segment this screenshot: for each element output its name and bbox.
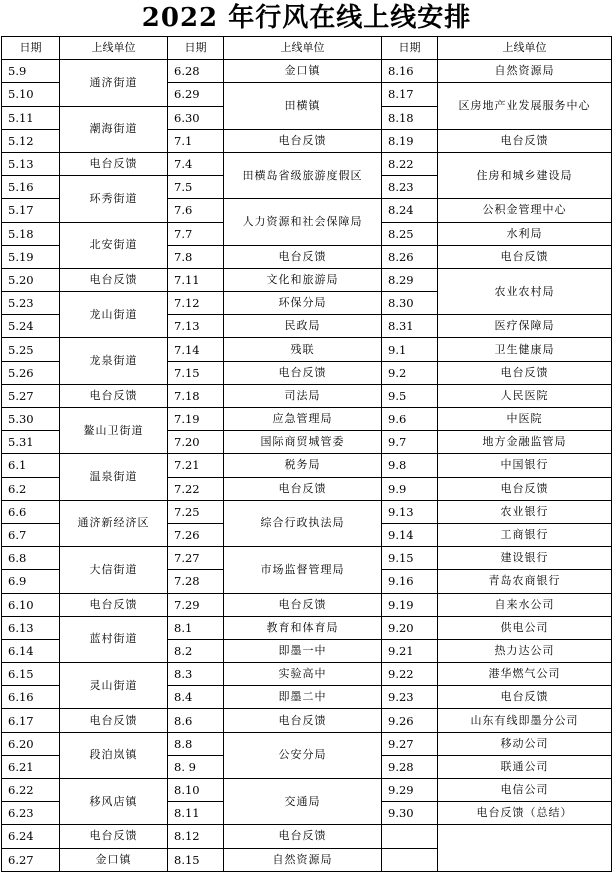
table-row [2, 779, 612, 802]
unit-cell: 电台反馈 [224, 245, 382, 268]
date-cell: 5.17 [2, 199, 60, 222]
date-cell: 9.5 [382, 384, 438, 407]
date-cell: 9.8 [382, 454, 438, 477]
unit-cell: 灵山街道 [60, 663, 168, 709]
date-cell: 8.22 [382, 152, 438, 175]
unit-cell: 国际商贸城管委 [224, 431, 382, 454]
date-cell: 8.8 [168, 732, 224, 755]
unit-cell: 公积金管理中心 [438, 199, 612, 222]
unit-cell: 电台反馈 [224, 709, 382, 732]
schedule-table [1, 36, 612, 872]
date-cell: 9.14 [382, 523, 438, 546]
date-cell: 9.16 [382, 570, 438, 593]
date-cell: 5.19 [2, 245, 60, 268]
date-cell: 8.17 [382, 83, 438, 106]
date-cell: 8.1 [168, 616, 224, 639]
unit-cell: 医疗保障局 [438, 315, 612, 338]
date-cell: 5.16 [2, 176, 60, 199]
date-cell: 7.7 [168, 222, 224, 245]
date-cell: 5.9 [2, 60, 60, 83]
unit-cell: 残联 [224, 338, 382, 361]
unit-cell: 田横镇 [224, 83, 382, 129]
date-cell: 5.11 [2, 106, 60, 129]
date-cell: 6.7 [2, 523, 60, 546]
date-cell: 7.5 [168, 176, 224, 199]
unit-cell: 中国银行 [438, 454, 612, 477]
unit-cell: 司法局 [224, 384, 382, 407]
date-cell: 7.29 [168, 593, 224, 616]
date-cell: 9.2 [382, 361, 438, 384]
unit-cell: 供电公司 [438, 616, 612, 639]
unit-cell [438, 825, 612, 871]
date-cell: 8.31 [382, 315, 438, 338]
date-cell: 6.20 [2, 732, 60, 755]
unit-cell: 即墨一中 [224, 639, 382, 662]
table-row [2, 732, 612, 755]
date-cell: 6.29 [168, 83, 224, 106]
date-cell: 7.26 [168, 523, 224, 546]
date-cell: 7.13 [168, 315, 224, 338]
unit-cell: 通济街道 [60, 60, 168, 106]
date-cell: 7.19 [168, 408, 224, 431]
unit-cell: 人力资源和社会保障局 [224, 199, 382, 245]
unit-cell: 电台反馈 [60, 268, 168, 291]
header-unit-2: 上线单位 [224, 37, 382, 60]
date-cell: 8.4 [168, 686, 224, 709]
unit-cell: 电台反馈 [438, 245, 612, 268]
date-cell: 9.7 [382, 431, 438, 454]
date-cell: 8.24 [382, 199, 438, 222]
date-cell: 6.21 [2, 755, 60, 778]
unit-cell: 自来水公司 [438, 593, 612, 616]
table-row [2, 268, 612, 291]
unit-cell: 金口镇 [60, 848, 168, 871]
date-cell: 7.15 [168, 361, 224, 384]
date-cell: 9.20 [382, 616, 438, 639]
unit-cell: 地方金融监管局 [438, 431, 612, 454]
date-cell: 6.27 [2, 848, 60, 871]
unit-cell: 交通局 [224, 779, 382, 825]
date-cell: 8. 9 [168, 755, 224, 778]
date-cell: 7.11 [168, 268, 224, 291]
table-row [2, 616, 612, 639]
date-cell: 9.21 [382, 639, 438, 662]
header-date-2: 日期 [168, 37, 224, 60]
date-cell: 9.22 [382, 663, 438, 686]
unit-cell: 住房和城乡建设局 [438, 152, 612, 198]
date-cell: 9.1 [382, 338, 438, 361]
unit-cell: 农业农村局 [438, 268, 612, 314]
unit-cell: 人民医院 [438, 384, 612, 407]
table-row [2, 408, 612, 431]
date-cell: 6.13 [2, 616, 60, 639]
date-cell: 8.18 [382, 106, 438, 129]
date-cell: 6.15 [2, 663, 60, 686]
date-cell: 9.15 [382, 547, 438, 570]
unit-cell: 自然资源局 [438, 60, 612, 83]
date-cell: 6.24 [2, 825, 60, 848]
unit-cell: 电台反馈 [60, 593, 168, 616]
unit-cell: 应急管理局 [224, 408, 382, 431]
unit-cell: 电台反馈 [438, 686, 612, 709]
table-row [2, 500, 612, 523]
header-date-3: 日期 [382, 37, 438, 60]
date-cell: 7.14 [168, 338, 224, 361]
table-row [2, 384, 612, 407]
unit-cell: 电台反馈 [438, 361, 612, 384]
header-date-1: 日期 [2, 37, 60, 60]
date-cell: 7.21 [168, 454, 224, 477]
date-cell: 6.28 [168, 60, 224, 83]
unit-cell: 联通公司 [438, 755, 612, 778]
unit-cell: 移风店镇 [60, 779, 168, 825]
table-row [2, 663, 612, 686]
unit-cell: 热力达公司 [438, 639, 612, 662]
date-cell: 6.2 [2, 477, 60, 500]
date-cell: 8.16 [382, 60, 438, 83]
date-cell: 8.29 [382, 268, 438, 291]
date-cell [382, 825, 438, 848]
unit-cell: 农业银行 [438, 500, 612, 523]
unit-cell: 电台反馈 [224, 593, 382, 616]
header-unit-1: 上线单位 [60, 37, 168, 60]
unit-cell: 北安街道 [60, 222, 168, 268]
unit-cell: 水利局 [438, 222, 612, 245]
unit-cell: 青岛农商银行 [438, 570, 612, 593]
date-cell: 7.8 [168, 245, 224, 268]
date-cell: 8.30 [382, 292, 438, 315]
unit-cell: 龙泉街道 [60, 338, 168, 384]
date-cell: 9.26 [382, 709, 438, 732]
unit-cell: 公安分局 [224, 732, 382, 778]
table-row [2, 709, 612, 732]
date-cell: 7.1 [168, 129, 224, 152]
unit-cell: 电台反馈 [60, 825, 168, 848]
unit-cell: 龙山街道 [60, 292, 168, 338]
date-cell: 8.11 [168, 802, 224, 825]
unit-cell: 中医院 [438, 408, 612, 431]
date-cell: 6.23 [2, 802, 60, 825]
date-cell: 7.28 [168, 570, 224, 593]
date-cell: 5.23 [2, 292, 60, 315]
date-cell: 7.22 [168, 477, 224, 500]
date-cell: 7.18 [168, 384, 224, 407]
unit-cell: 电台反馈 [60, 384, 168, 407]
unit-cell: 电台反馈 [60, 152, 168, 175]
date-cell: 6.16 [2, 686, 60, 709]
unit-cell: 温泉街道 [60, 454, 168, 500]
date-cell: 6.14 [2, 639, 60, 662]
unit-cell: 区房地产业发展服务中心 [438, 83, 612, 129]
date-cell: 5.26 [2, 361, 60, 384]
date-cell: 8.25 [382, 222, 438, 245]
unit-cell: 即墨二中 [224, 686, 382, 709]
unit-cell: 工商银行 [438, 523, 612, 546]
date-cell: 5.13 [2, 152, 60, 175]
unit-cell: 税务局 [224, 454, 382, 477]
date-cell: 7.6 [168, 199, 224, 222]
date-cell: 7.27 [168, 547, 224, 570]
date-cell: 8.10 [168, 779, 224, 802]
unit-cell: 自然资源局 [224, 848, 382, 871]
date-cell: 8.3 [168, 663, 224, 686]
date-cell: 5.27 [2, 384, 60, 407]
unit-cell: 电信公司 [438, 779, 612, 802]
date-cell: 5.20 [2, 268, 60, 291]
unit-cell: 田横岛省级旅游度假区 [224, 152, 382, 198]
date-cell: 8.6 [168, 709, 224, 732]
unit-cell: 民政局 [224, 315, 382, 338]
date-cell: 9.30 [382, 802, 438, 825]
date-cell: 5.12 [2, 129, 60, 152]
table-row [2, 60, 612, 83]
unit-cell: 卫生健康局 [438, 338, 612, 361]
unit-cell: 段泊岚镇 [60, 732, 168, 778]
date-cell: 6.22 [2, 779, 60, 802]
unit-cell: 港华燃气公司 [438, 663, 612, 686]
page-title: 2022 年行风在线上线安排 [141, 3, 472, 33]
date-cell: 9.6 [382, 408, 438, 431]
unit-cell: 电台反馈（总结） [438, 802, 612, 825]
unit-cell: 移动公司 [438, 732, 612, 755]
table-row [2, 454, 612, 477]
date-cell: 7.20 [168, 431, 224, 454]
unit-cell: 山东有线即墨分公司 [438, 709, 612, 732]
unit-cell: 蓝村街道 [60, 616, 168, 662]
date-cell: 6.1 [2, 454, 60, 477]
date-cell: 5.24 [2, 315, 60, 338]
table-row [2, 825, 612, 848]
table-row [2, 593, 612, 616]
unit-cell: 综合行政执法局 [224, 500, 382, 546]
date-cell: 9.19 [382, 593, 438, 616]
date-cell [382, 848, 438, 871]
date-cell: 6.9 [2, 570, 60, 593]
unit-cell: 金口镇 [224, 60, 382, 83]
unit-cell: 电台反馈 [224, 361, 382, 384]
date-cell: 9.9 [382, 477, 438, 500]
date-cell: 5.31 [2, 431, 60, 454]
date-cell: 8.2 [168, 639, 224, 662]
date-cell: 8.15 [168, 848, 224, 871]
unit-cell: 电台反馈 [438, 129, 612, 152]
unit-cell: 文化和旅游局 [224, 268, 382, 291]
date-cell: 8.12 [168, 825, 224, 848]
date-cell: 8.23 [382, 176, 438, 199]
date-cell: 7.25 [168, 500, 224, 523]
date-cell: 6.8 [2, 547, 60, 570]
date-cell: 9.29 [382, 779, 438, 802]
date-cell: 5.18 [2, 222, 60, 245]
table-row [2, 547, 612, 570]
unit-cell: 电台反馈 [438, 477, 612, 500]
date-cell: 6.6 [2, 500, 60, 523]
table-row [2, 152, 612, 175]
unit-cell: 大信街道 [60, 547, 168, 593]
date-cell: 9.27 [382, 732, 438, 755]
date-cell: 7.4 [168, 152, 224, 175]
header-row [2, 37, 612, 60]
date-cell: 9.13 [382, 500, 438, 523]
header-unit-3: 上线单位 [438, 37, 612, 60]
date-cell: 7.12 [168, 292, 224, 315]
unit-cell: 市场监督管理局 [224, 547, 382, 593]
date-cell: 6.17 [2, 709, 60, 732]
date-cell: 8.19 [382, 129, 438, 152]
unit-cell: 电台反馈 [224, 477, 382, 500]
unit-cell: 实验高中 [224, 663, 382, 686]
unit-cell: 电台反馈 [224, 129, 382, 152]
date-cell: 9.28 [382, 755, 438, 778]
unit-cell: 环保分局 [224, 292, 382, 315]
unit-cell: 教育和体育局 [224, 616, 382, 639]
date-cell: 6.10 [2, 593, 60, 616]
unit-cell: 潮海街道 [60, 106, 168, 152]
date-cell: 5.10 [2, 83, 60, 106]
date-cell: 6.30 [168, 106, 224, 129]
unit-cell: 通济新经济区 [60, 500, 168, 546]
table-row [2, 338, 612, 361]
unit-cell: 电台反馈 [60, 709, 168, 732]
unit-cell: 电台反馈 [224, 825, 382, 848]
unit-cell: 环秀街道 [60, 176, 168, 222]
schedule-table-body [2, 37, 612, 872]
unit-cell: 建设银行 [438, 547, 612, 570]
date-cell: 5.30 [2, 408, 60, 431]
date-cell: 8.26 [382, 245, 438, 268]
date-cell: 9.23 [382, 686, 438, 709]
unit-cell: 鳌山卫街道 [60, 408, 168, 454]
date-cell: 5.25 [2, 338, 60, 361]
